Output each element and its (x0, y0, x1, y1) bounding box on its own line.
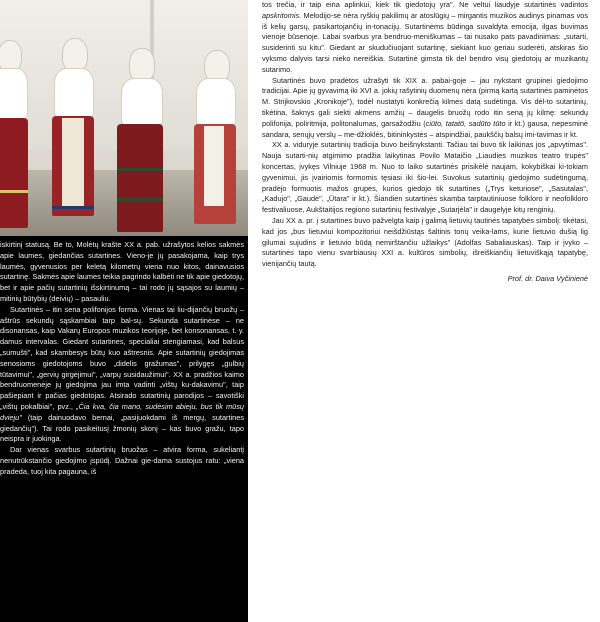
singer-figure (0, 40, 30, 230)
paragraph: Sutartinės buvo pradėtos užrašyti tik XIX a. pabai-goje – jau nykstant grupinei giedojimo tradicijai. Apie jų gyvavimą iki XVI a. jokių rašytinių duomenų nėra (pirmą kartą sutartinės paminėtos M. Strijkovskio „Kronikoje"), todėl nustatyti konkrečią kilmės datą sudėtinga. Vis dėl-to sutartinių, tikėtina, šaknys gali siekti akmens amžių – daugelis bruožų rodo itin seną jų kilmę: sekundų polifonija, poliritmija, politonalumas, garsažodžiu (ciūto, tatatō, sadūto tūto ir kt.) gausa, nepesminė sandara, senųjų verslų – me-džioklės, bitininkystės – atspindžiai, paukščių balsų imi-tavimas ir kt. (262, 75, 588, 139)
paragraph: XX a. viduryje sutartinių tradicija buvo beišnykstanti. Tačiau tai buvo tik laikinas jos „apvytimas". Nauja sutarti-nių atgimimo pradžia laikytinas Povilo Mataičio „Liaudies muzikos teatro trupės" koncertas, įvykęs Vilniuje 1968 m. Nuo to laiko sutartinės prisikėlė naujam, kokybiškai ki-tokiam gyvenimui, jis įvairiomis formomis tęsiasi iki šio-lei. Suvokus sutartinių giedojimo sudėtingumą, pradėjo formuotis mažos grupės, kurios giedojo tik sutartines („Trys keturiose", „Sasutalas", „Kadujo", „Gaudė", „Ūtara" ir kt.). Šiandien sutartinės skamba tarptautiniuose folkloro ir neofolkloro festivaliuose, Aukštaitijos regiono sutartinių festivalyje „Sutarjėla" ir daugelyje kitų renginių. (262, 140, 588, 215)
singer-figure (50, 38, 96, 228)
paragraph: Sutartinės – itin sena polifonijos forma. Vienas tai liu-dijančių bruožų – aštrūs sekundų sąskambiai tarp bal-sų. Sekunda sutartinėse – ne disonansas, kaip Vakarų Europos muzikos teorijoje, bet konsonansas, t. y. damus intervalas. Giedant sutartines, specialiai stengiamasi, kad balsus „sumušti", kad skambesys būtų kuo aštresnis. Apie sutartinių giedojimas senosioms giedotojoms buvo „didelis gražumas", prilygęs „gulbių tūtavimui", „gervių girgėjimui", „varpų susidaužimui". XX a. pradžios kaimo bendruomenėje jų giedojima jau imta vadinti „vištų ku-dakavimu", taip pašiepiant ir pačias giedotojas. Atsirado sutartinių parodijos – savotiški „vištų pokalbiai", pvz., „Čia kva, čia mano, sudėsim abieju, bus tik mūsų dvieju" (taip dainuodavo bernai, „pasijuokdami iš mergų, sutartines giedančių"). Tai rodo pasikeitusį žmonių skonį – kas buvo gražu, tapo neispra ir juokinga. (0, 304, 245, 444)
singer-figure (192, 50, 238, 230)
author-signature: Prof. dr. Daiva Vyčinienė (507, 273, 588, 283)
paragraph: Dar vienas svarbus sutartinių bruožas – atvira forma, sukeliantį nenutrūkstančio giedojimo įspūdį. Dažnai gie-dama sustojus ratu: „viena pradeda, tuoj kita pagauna, iš (0, 445, 244, 476)
paragraph: tos trečia, ir taip eina aplinkui, kiek tik giedotojų yra". Ne veltui liaudyje sutartinės vadintos apskritomis. Melodijo-se nėra ryškių pakilimų ar atoslūgių – mirgantis muzikos audinys pinamas vos iš kelių garsų, pasikartojančių in-tonacijų. Sutartinėms būdinga suvaldyta emocija, ilgas buvimas vienoje būsenoje. Labai svarbus yra bendruo-meniškumas – tai nusako pats pavadinimas: „sutarti, susiderinti su kitu". Giedant ar skudučiuojant sutartinę, siekiant kuo geriau suderėti, atskiras šio vyksmo dalyvis tarsi nieko nereiškia. Sutartinė gimsta tik del bendro visų giedotojų ar muzikantų sutarimo. (262, 0, 588, 74)
paragraph: Jau XX a. pr. į sutartines buvo pažvelgta kaip į galimą lietuvių tautinės tapatybės simbolį: tikėtasi, kad jos „bus lietuviui kompozitoriui neišdžiūstąs šaltinis tonų veika-lams, kurie lietuvio dušią lig gilumai sujudins ir lietuvio būdą nemirštančiu užlaikys" (Adolfas Sabaliauskas). Taip ir įvyko – sutartinės tapo vienu svarbiausių XXI a. kultūros simbolių, išreiškiančių lietuviškąją tapatybę, vienijančių tautą. (262, 215, 588, 269)
folk-singers-photo (0, 0, 248, 236)
paragraph: iskirtinį statusą. Be to, Molėtų krašte XX a. pab. užrašytos kelios sakmės apie laumes, giedančias sutartines. Vieno-je jų pasakojama, kaip trys laumės, gyvenusios per keletą kilometrų viena nuo kitos, dainavusios sutartinę. Sakmės apie laumes teikia pagrindo kalbėti ne tik apie giedotojų, bet ir apie pačių sutartinių išskirtinumą – tai rodo jų sąsajos su laumių – mitinių būtybių (deivių) – pasauliu. (0, 240, 244, 303)
left-column (0, 0, 248, 622)
singer-figure (115, 48, 165, 233)
left-article-text (0, 240, 244, 478)
right-column (262, 0, 588, 285)
